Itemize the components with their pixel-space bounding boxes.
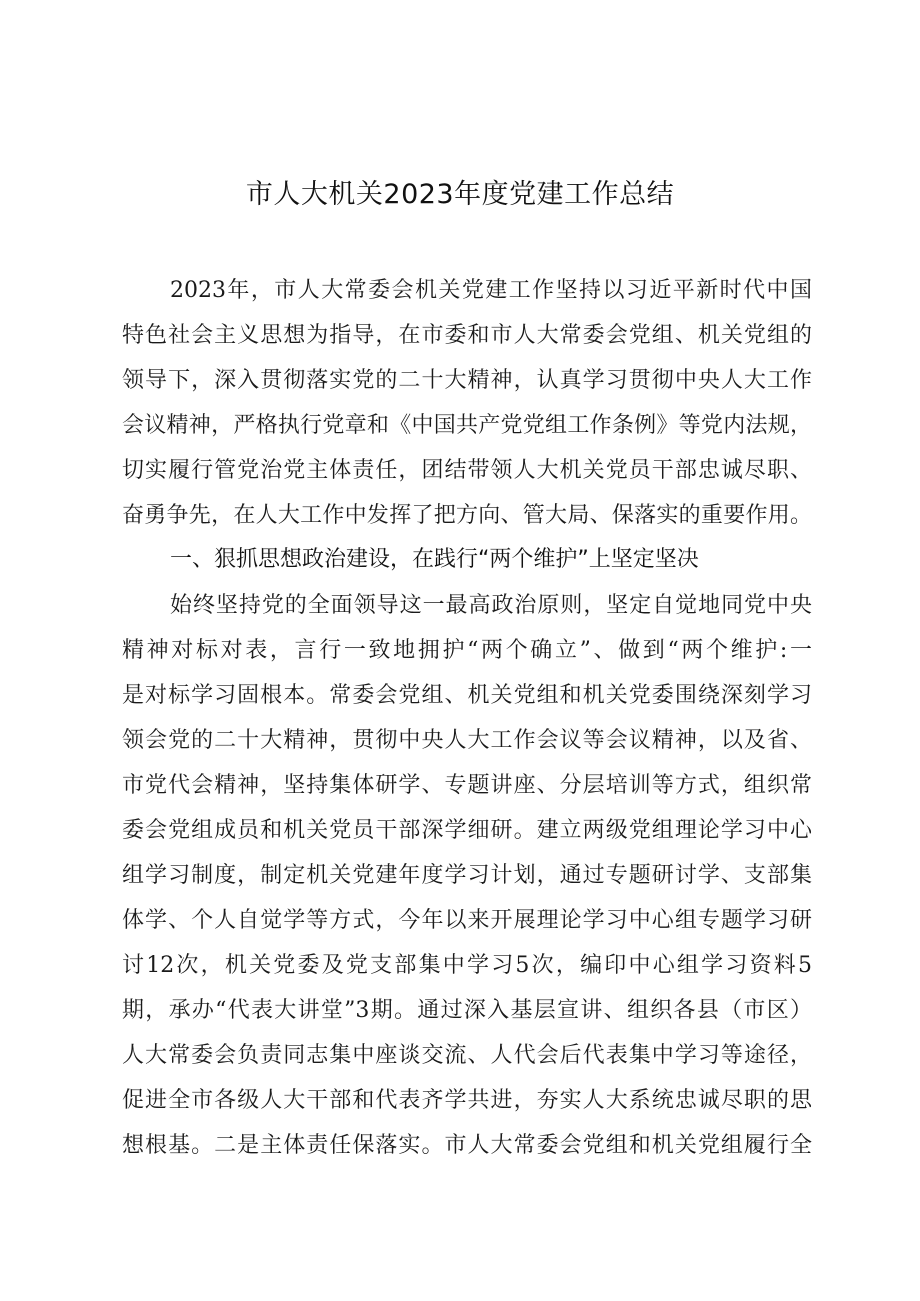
- body-line: 精神对标对表，言行一致地拥护“两个确立”、做到“两个维护:一: [122, 638, 812, 663]
- body-line: 促进全市各级人大干部和代表齐学共进，夯实人大系统忠诚尽职的思: [122, 1088, 812, 1113]
- intro-line: 奋勇争先，在人大工作中发挥了把方向、管大局、保落实的重要作用。: [122, 503, 812, 528]
- section-heading: 一、狠抓思想政治建设，在践行“两个维护”上坚定坚决: [170, 547, 699, 572]
- intro-line: 会议精神，严格执行党章和《中国共产党党组工作条例》等党内法规，: [122, 413, 812, 438]
- body-line: 讨12次，机关党委及党支部集中学习5次，编印中心组学习资料5: [122, 953, 812, 978]
- body-line: 人大常委会负责同志集中座谈交流、人代会后代表集中学习等途径，: [122, 1043, 812, 1068]
- body-line: 领会党的二十大精神，贯彻中央人大工作会议等会议精神，以及省、: [122, 728, 812, 753]
- body-line: 想根基。二是主体责任保落实。市人大常委会党组和机关党组履行全: [122, 1133, 812, 1158]
- intro-line: 特色社会主义思想为指导，在市委和市人大常委会党组、机关党组的: [122, 323, 812, 348]
- body-line: 是对标学习固根本。常委会党组、机关党组和机关党委围绕深刻学习: [122, 683, 812, 708]
- document-title: 市人大机关2023年度党建工作总结: [245, 179, 675, 210]
- body-line: 委会党组成员和机关党员干部深学细研。建立两级党组理论学习中心: [122, 818, 812, 843]
- body-line: 始终坚持党的全面领导这一最高政治原则，坚定自觉地同党中央: [170, 593, 812, 618]
- body-line: 期，承办“代表大讲堂”3期。通过深入基层宣讲、组织各县（市区）: [122, 998, 812, 1023]
- body-line: 市党代会精神，坚持集体研学、专题讲座、分层培训等方式，组织常: [122, 773, 812, 798]
- body-line: 组学习制度，制定机关党建年度学习计划，通过专题研讨学、支部集: [122, 863, 812, 888]
- intro-line: 切实履行管党治党主体责任，团结带领人大机关党员干部忠诚尽职、: [122, 458, 812, 483]
- intro-line: 2023年，市人大常委会机关党建工作坚持以习近平新时代中国: [170, 278, 812, 303]
- intro-line: 领导下，深入贯彻落实党的二十大精神，认真学习贯彻中央人大工作: [122, 368, 812, 393]
- body-line: 体学、个人自觉学等方式，今年以来开展理论学习中心组专题学习研: [122, 908, 812, 933]
